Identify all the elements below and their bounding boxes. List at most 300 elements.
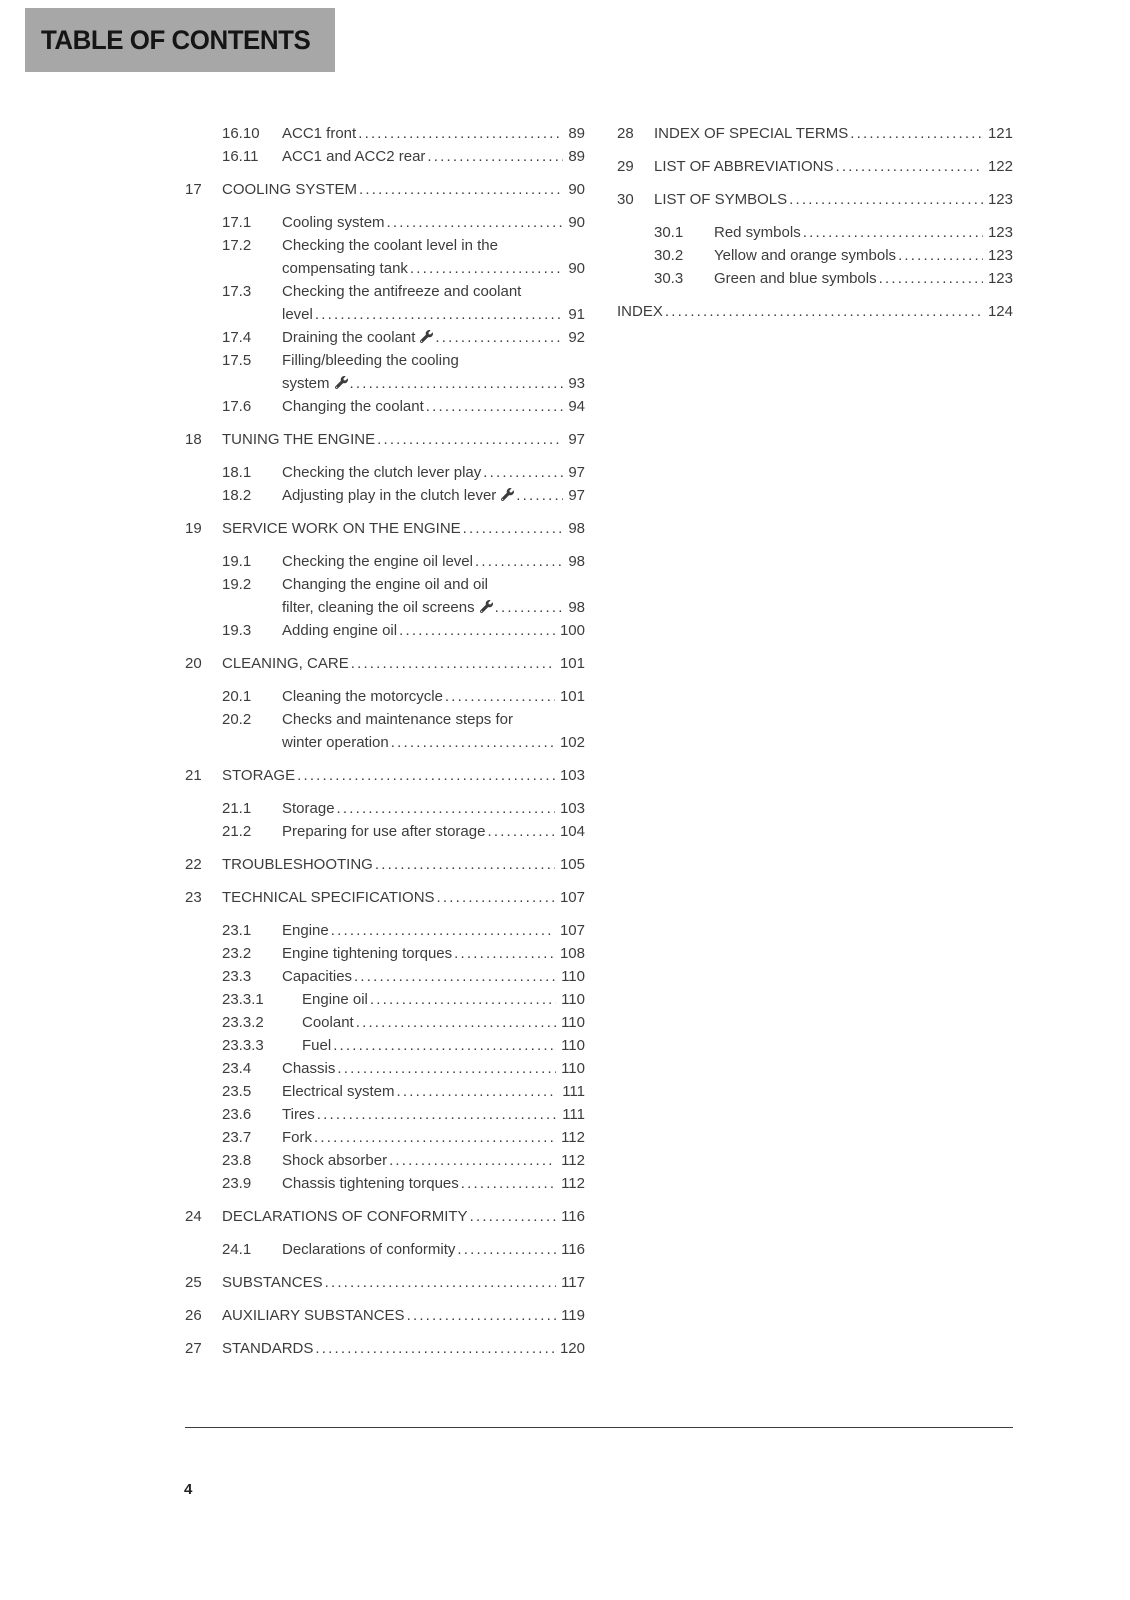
toc-entry-title-text: TECHNICAL SPECIFICATIONS (222, 889, 435, 906)
toc-entry (185, 428, 585, 451)
dot-leader (427, 145, 563, 168)
toc-entry-page: 97 (568, 487, 585, 504)
toc-entry-page: 97 (568, 431, 585, 448)
toc-entry-number: 23.1 (222, 922, 252, 939)
toc-entry (185, 1149, 585, 1172)
toc-entry-number: 20.2 (222, 711, 252, 728)
toc-entry-number: 17.1 (222, 214, 252, 231)
dot-leader (836, 155, 983, 178)
dot-leader (387, 211, 564, 234)
dot-leader (314, 1126, 556, 1149)
dot-leader (358, 122, 563, 145)
toc-entry-number: 30.2 (654, 247, 684, 264)
toc-entry-number: 30 (617, 191, 634, 208)
toc-entry-page: 97 (568, 464, 585, 481)
toc-entry-page: 90 (568, 214, 585, 231)
dot-leader (370, 988, 556, 1011)
toc-entry-title-text: LIST OF ABBREVIATIONS (654, 158, 834, 175)
toc-entry-title (617, 300, 663, 323)
toc-entry (185, 395, 585, 418)
toc-entry-title-text: Chassis tightening torques (282, 1175, 459, 1192)
toc-entry-page: 103 (559, 767, 585, 784)
toc-entry-page: 100 (559, 622, 585, 639)
toc-entry-page: 119 (561, 1307, 585, 1324)
dot-leader (399, 619, 555, 642)
toc-entry-number: 18 (185, 431, 202, 448)
toc-entry (185, 1103, 585, 1126)
toc-entry-title (282, 820, 485, 843)
toc-entry-title-text: ACC1 and ACC2 rear (282, 148, 426, 165)
toc-entry-title (654, 122, 848, 145)
toc-entry-title (714, 221, 801, 244)
dot-leader (850, 122, 983, 145)
dot-leader (317, 1103, 557, 1126)
toc-entry-title-text: Electrical system (282, 1083, 395, 1100)
dot-leader (375, 853, 555, 876)
toc-entry-page: 116 (561, 1208, 585, 1225)
dot-leader (407, 1304, 557, 1327)
toc-entry-title-text: Chassis (282, 1060, 336, 1077)
toc-entry-number: 19.1 (222, 553, 252, 570)
toc-entry-number: 20 (185, 655, 202, 672)
toc-entry-title-line: Changing the engine oil and oil (282, 576, 488, 593)
toc-entry (185, 1271, 585, 1294)
toc-entry-title-text: LIST OF SYMBOLS (654, 191, 788, 208)
toc-entry-title-text: DECLARATIONS OF CONFORMITY (222, 1208, 468, 1225)
toc-entry-page: 92 (568, 329, 585, 346)
toc-entry-number: 17.3 (222, 283, 252, 300)
toc-entry-title-line: Checking the antifreeze and coolant (282, 283, 522, 300)
toc-entry-title (302, 1034, 331, 1057)
toc-entry-number: 22 (185, 856, 202, 873)
toc-entry-page: 104 (559, 823, 585, 840)
toc-entry (185, 1080, 585, 1103)
toc-entry (185, 1304, 585, 1327)
dot-leader (351, 652, 555, 675)
toc-entry-title (282, 257, 408, 280)
toc-entry-title-text: Draining the coolant (282, 329, 416, 346)
toc-entry-title (282, 211, 385, 234)
toc-entry-title (282, 1057, 335, 1080)
toc-entry-page: 90 (568, 181, 585, 198)
toc-entry-page: 123 (987, 224, 1013, 241)
toc-entry-title-text: Preparing for use after storage (282, 823, 486, 840)
toc-entry-title-text: Shock absorber (282, 1152, 388, 1169)
toc-entry-title-text: Coolant (302, 1014, 354, 1031)
toc-entry-page: 123 (987, 270, 1013, 287)
toc-entry-page: 110 (561, 1037, 585, 1054)
toc-entry-number: 23.3.3 (222, 1037, 264, 1054)
toc-entry-title (222, 1205, 468, 1228)
toc-entry (185, 1337, 585, 1360)
toc-entry (185, 685, 585, 708)
toc-entry-title-text: STORAGE (222, 767, 296, 784)
toc-entry-page: 108 (559, 945, 585, 962)
toc-entry-title-text: INDEX (617, 303, 663, 320)
toc-entry-page: 111 (562, 1083, 585, 1100)
toc-entry-page: 103 (559, 800, 585, 817)
toc-entry (185, 461, 585, 484)
toc-entry-page: 91 (568, 306, 585, 323)
dot-leader (297, 764, 555, 787)
dot-leader (337, 797, 555, 820)
toc-entry-title-text: Red symbols (714, 224, 801, 241)
toc-entry-title (282, 1103, 315, 1126)
toc-entry-title-text: winter operation (282, 734, 389, 751)
toc-entry-title (222, 517, 461, 540)
toc-entry-title-text: Declarations of conformity (282, 1241, 456, 1258)
toc-entry-number: 19.2 (222, 576, 252, 593)
toc-entry (617, 221, 1013, 244)
page-title: TABLE OF CONTENTS (41, 24, 311, 55)
toc-entry-page: 98 (568, 553, 585, 570)
toc-entry-page: 112 (561, 1175, 585, 1192)
page-header (25, 8, 335, 72)
toc-entry-page: 89 (568, 148, 585, 165)
toc-entry-page: 110 (561, 968, 585, 985)
toc-entry (185, 484, 585, 507)
toc-entry-title (222, 1304, 405, 1327)
dot-leader (435, 326, 563, 349)
dot-leader (879, 267, 983, 290)
toc-entry-page: 122 (987, 158, 1013, 175)
toc-entry-page: 89 (568, 125, 585, 142)
toc-entry-number: 17.6 (222, 398, 252, 415)
toc-entry-title (222, 853, 373, 876)
toc-entry-title-text: SERVICE WORK ON THE ENGINE (222, 520, 461, 537)
toc-entry-page: 90 (568, 260, 585, 277)
toc-entry-title-text: Adjusting play in the clutch lever (282, 487, 497, 504)
toc-entry-title (222, 1337, 313, 1360)
toc-entry-title-text: TUNING THE ENGINE (222, 431, 376, 448)
toc-entry-title (302, 988, 368, 1011)
toc-entry-page: 93 (568, 375, 585, 392)
toc-entry (185, 211, 585, 234)
toc-entry-title (282, 395, 424, 418)
toc-entry-title-text: Tires (282, 1106, 315, 1123)
toc-entry (185, 1238, 585, 1261)
toc-entry (185, 280, 585, 326)
toc-entry (185, 1034, 585, 1057)
toc-entry-number: 23.3.2 (222, 1014, 264, 1031)
toc-entry-number: 20.1 (222, 688, 252, 705)
toc-entry-title (302, 1011, 354, 1034)
toc-entry-number: 23.5 (222, 1083, 252, 1100)
toc-entry (185, 517, 585, 540)
toc-entry (617, 267, 1013, 290)
toc-entry-title (282, 1238, 455, 1261)
toc-entry-title-text: Cooling system (282, 214, 385, 231)
toc-entry-title (282, 619, 397, 642)
toc-entry (185, 965, 585, 988)
toc-entry-title (714, 267, 877, 290)
toc-entry (185, 550, 585, 573)
toc-entry-number: 16.10 (222, 125, 260, 142)
toc-entry-page: 101 (559, 655, 585, 672)
toc-entry-page: 101 (559, 688, 585, 705)
wrench-icon (420, 330, 433, 343)
dot-leader (789, 188, 983, 211)
dot-leader (898, 244, 983, 267)
toc-entry-title-text: COOLING SYSTEM (222, 181, 358, 198)
toc-entry-title (222, 1271, 323, 1294)
toc-entry-title-text: AUXILIARY SUBSTANCES (222, 1307, 405, 1324)
toc-entry-title (282, 596, 493, 619)
toc-entry-page: 112 (561, 1129, 585, 1146)
toc-entry-title-text: Fuel (302, 1037, 332, 1054)
toc-entry-title (654, 188, 787, 211)
toc-entry-number: 24.1 (222, 1241, 252, 1258)
toc-entry-number: 21.2 (222, 823, 252, 840)
toc-entry-page: 120 (559, 1340, 585, 1357)
toc-entry-number: 17.2 (222, 237, 252, 254)
toc-entry-number: 30.1 (654, 224, 684, 241)
toc-entry-title-text: CLEANING, CARE (222, 655, 349, 672)
toc-entry-number: 23.9 (222, 1175, 252, 1192)
dot-leader (487, 820, 555, 843)
toc-entry-number: 17 (185, 181, 202, 198)
toc-entry-page: 107 (559, 889, 585, 906)
toc-entry-number: 28 (617, 125, 634, 142)
toc-entry-title (654, 155, 834, 178)
dot-leader (495, 596, 564, 619)
toc-entry-title-text: STANDARDS (222, 1340, 314, 1357)
toc-left-column (185, 122, 585, 1370)
wrench-icon (501, 488, 514, 501)
toc-entry-title (222, 652, 349, 675)
toc-entry-page: 98 (568, 599, 585, 616)
toc-entry-title-text: INDEX OF SPECIAL TERMS (654, 125, 849, 142)
toc-entry-title-text: system (282, 375, 330, 392)
toc-entry-number: 29 (617, 158, 634, 175)
toc-entry-title (282, 731, 389, 754)
footer-rule (185, 1427, 1013, 1428)
page-number: 4 (184, 1481, 193, 1498)
toc-entry-page: 123 (987, 191, 1013, 208)
toc-entry-number: 23.3.1 (222, 991, 264, 1008)
toc-entry-page: 112 (561, 1152, 585, 1169)
dot-leader (665, 300, 983, 323)
dot-leader (325, 1271, 557, 1294)
dot-leader (397, 1080, 558, 1103)
toc-entry (185, 886, 585, 909)
toc-entry (185, 942, 585, 965)
toc-entry-title-text: filter, cleaning the oil screens (282, 599, 475, 616)
toc-entry-title-text: Engine (282, 922, 329, 939)
toc-entry (185, 1126, 585, 1149)
toc-entry-title-text: Capacities (282, 968, 353, 985)
dot-leader (483, 461, 563, 484)
toc-entry-number: 19.3 (222, 622, 252, 639)
toc-right-column (617, 122, 1013, 333)
toc-entry-page: 94 (568, 398, 585, 415)
dot-leader (333, 1034, 556, 1057)
toc-entry-number: 23.7 (222, 1129, 252, 1146)
toc-entry-number: 30.3 (654, 270, 684, 287)
toc-entry-title (282, 965, 352, 988)
toc-entry (617, 188, 1013, 211)
toc-entry-title-text: ACC1 front (282, 125, 357, 142)
toc-entry-number: 17.5 (222, 352, 252, 369)
toc-entry-page: 110 (561, 991, 585, 1008)
toc-entry-page: 117 (561, 1274, 585, 1291)
dot-leader (389, 1149, 556, 1172)
dot-leader (391, 731, 555, 754)
toc-entry-number: 17.4 (222, 329, 252, 346)
toc-entry-title (282, 1080, 395, 1103)
toc-entry-title (222, 178, 357, 201)
toc-entry (185, 1057, 585, 1080)
dot-leader (437, 886, 555, 909)
toc-entry (185, 349, 585, 395)
toc-entry (185, 1011, 585, 1034)
toc-entry-title (222, 428, 375, 451)
toc-entry (185, 853, 585, 876)
dot-leader (470, 1205, 557, 1228)
toc-entry (617, 155, 1013, 178)
toc-entry (185, 178, 585, 201)
toc-entry-title-text: Yellow and orange symbols (714, 247, 897, 264)
dot-leader (337, 1057, 556, 1080)
toc-entry-title-text: Checking the clutch lever play (282, 464, 482, 481)
toc-entry-number: 23.4 (222, 1060, 252, 1077)
toc-entry-title (282, 550, 473, 573)
toc-entry-number: 21.1 (222, 800, 252, 817)
toc-entry-title-line: Checking the coolant level in the (282, 237, 498, 254)
toc-entry (617, 244, 1013, 267)
dot-leader (457, 1238, 556, 1261)
toc-entry-number: 18.1 (222, 464, 252, 481)
toc-entry-page: 116 (561, 1241, 585, 1258)
dot-leader (331, 919, 555, 942)
toc-entry-page: 110 (561, 1014, 585, 1031)
dot-leader (516, 484, 563, 507)
toc-entry-page: 107 (559, 922, 585, 939)
toc-entry (617, 122, 1013, 145)
dot-leader (359, 178, 563, 201)
dot-leader (475, 550, 563, 573)
toc-entry-number: 27 (185, 1340, 202, 1357)
toc-entry (185, 122, 585, 145)
dot-leader (445, 685, 555, 708)
toc-entry-number: 23.2 (222, 945, 252, 962)
toc-entry-number: 25 (185, 1274, 202, 1291)
toc-entry-number: 23 (185, 889, 202, 906)
toc-entry-title-line: Checks and maintenance steps for (282, 711, 513, 728)
wrench-icon (335, 376, 348, 389)
toc-entry-title (282, 1126, 312, 1149)
toc-entry (185, 145, 585, 168)
toc-entry (185, 1205, 585, 1228)
toc-entry-page: 98 (568, 520, 585, 537)
toc-entry-title-text: Cleaning the motorcycle (282, 688, 443, 705)
toc-entry (185, 326, 585, 349)
toc-entry-page: 124 (987, 303, 1013, 320)
toc-entry-title-text: Checking the engine oil level (282, 553, 473, 570)
toc-entry-title-text: Fork (282, 1129, 312, 1146)
dot-leader (454, 942, 555, 965)
toc-entry-number: 16.11 (222, 148, 259, 165)
dot-leader (315, 1337, 555, 1360)
toc-entry-title (282, 372, 348, 395)
toc-entry-title-text: compensating tank (282, 260, 408, 277)
toc-entry (185, 1172, 585, 1195)
wrench-icon (480, 600, 493, 613)
toc-entry (185, 919, 585, 942)
toc-entry (185, 708, 585, 754)
toc-entry-title (282, 484, 514, 507)
dot-leader (315, 303, 563, 326)
toc-entry-title (222, 886, 435, 909)
toc-entry-title (282, 461, 481, 484)
toc-entry-title-text: Green and blue symbols (714, 270, 877, 287)
toc-entry (185, 988, 585, 1011)
toc-entry-page: 111 (562, 1106, 585, 1123)
toc-entry-title-text: level (282, 306, 313, 323)
toc-entry-page: 123 (987, 247, 1013, 264)
toc-entry (185, 820, 585, 843)
toc-entry (185, 652, 585, 675)
toc-entry-number: 19 (185, 520, 202, 537)
toc-entry (617, 300, 1013, 323)
toc-entry-title (222, 764, 295, 787)
toc-entry-title (282, 122, 356, 145)
dot-leader (350, 372, 564, 395)
toc-entry-title-text: Storage (282, 800, 335, 817)
toc-entry-title-text: SUBSTANCES (222, 1274, 323, 1291)
dot-leader (356, 1011, 556, 1034)
toc-entry-title-text: Engine oil (302, 991, 368, 1008)
toc-entry-title-text: Engine tightening torques (282, 945, 453, 962)
toc-entry-number: 23.8 (222, 1152, 252, 1169)
toc-entry-title (282, 326, 433, 349)
table-of-contents (185, 122, 1013, 1370)
toc-entry-title (282, 1172, 459, 1195)
toc-entry (185, 573, 585, 619)
toc-entry-page: 102 (559, 734, 585, 751)
toc-entry-title (282, 1149, 387, 1172)
toc-entry (185, 797, 585, 820)
dot-leader (461, 1172, 556, 1195)
dot-leader (377, 428, 563, 451)
dot-leader (463, 517, 564, 540)
toc-entry-number: 26 (185, 1307, 202, 1324)
toc-entry-number: 18.2 (222, 487, 252, 504)
dot-leader (426, 395, 564, 418)
toc-entry (185, 234, 585, 280)
toc-entry-title (282, 685, 443, 708)
toc-entry-title-text: TROUBLESHOOTING (222, 856, 373, 873)
toc-entry-number: 23.3 (222, 968, 252, 985)
toc-entry (185, 764, 585, 787)
toc-entry-number: 21 (185, 767, 202, 784)
toc-entry-number: 24 (185, 1208, 202, 1225)
toc-entry-page: 121 (987, 125, 1013, 142)
toc-entry-title (282, 145, 425, 168)
toc-entry-title (282, 942, 452, 965)
dot-leader (354, 965, 556, 988)
toc-entry-title (714, 244, 896, 267)
toc-entry-title-text: Changing the coolant (282, 398, 424, 415)
dot-leader (803, 221, 983, 244)
toc-entry-number: 23.6 (222, 1106, 252, 1123)
toc-entry-title-text: Adding engine oil (282, 622, 398, 639)
toc-entry-page: 105 (559, 856, 585, 873)
toc-entry-title (282, 303, 313, 326)
dot-leader (410, 257, 563, 280)
toc-entry (185, 619, 585, 642)
toc-entry-title-line: Filling/bleeding the cooling (282, 352, 459, 369)
